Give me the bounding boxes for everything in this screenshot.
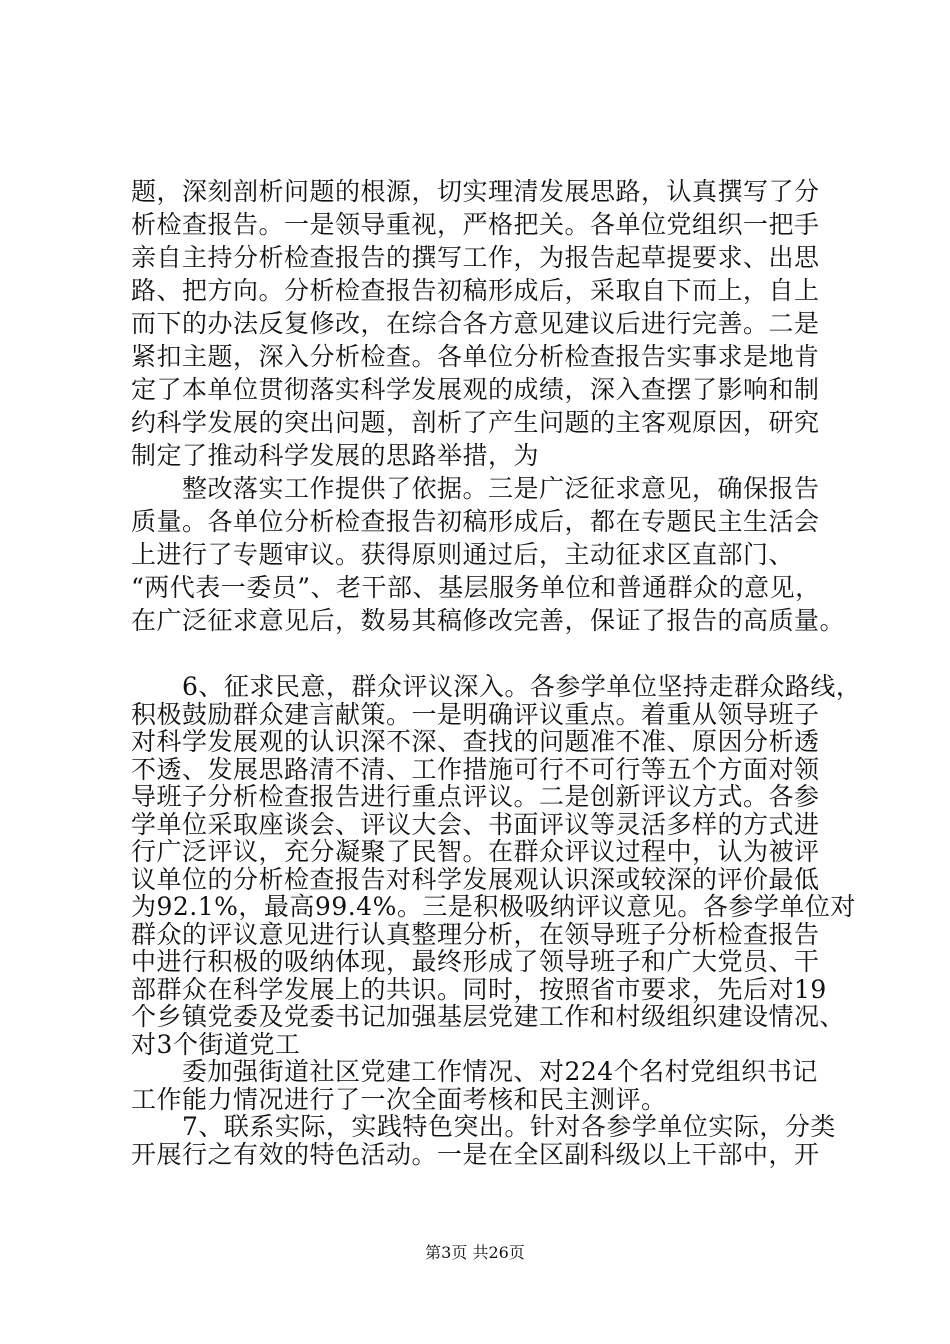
text-line: 部群众在科学发展上的共识。同时，按照省市要求，先后对19 xyxy=(131,975,827,1004)
text-line: 上进行了专题审议。获得原则通过后，主动征求区直部门、 xyxy=(131,540,795,569)
text-line: 导班子分析检查报告进行重点评议。二是创新评议方式。各参 xyxy=(131,782,820,811)
text-line: 制定了推动科学发展的思路举措，为 xyxy=(131,441,540,470)
text-line: 中进行积极的吸纳体现，最终形成了领导班子和广大党员、干 xyxy=(131,947,820,976)
text-line: 个乡镇党委及党委书记加强基层党建工作和村级组织建设情况、 xyxy=(131,1002,846,1031)
text-line: 7、联系实际，实践特色突出。针对各参学单位实际，分类 xyxy=(131,1112,836,1141)
text-line-last: 开展行之有效的特色活动。一是在全区副科级以上干部中，开 xyxy=(131,1140,820,1169)
text-line: 整改落实工作提供了依据。三是广泛征求意见，确保报告 xyxy=(131,474,820,503)
text-line: 约科学发展的突出问题，剖析了产生问题的主客观原因，研究 xyxy=(131,408,820,437)
text-line: 质量。各单位分析检查报告初稿形成后，都在专题民主生活会 xyxy=(131,507,820,536)
text-line: 行广泛评议，充分凝聚了民智。在群众评议过程中，认为被评 xyxy=(131,837,820,866)
text-line: 6、征求民意，群众评议深入。各参学单位坚持走群众路线， xyxy=(131,672,862,701)
text-line: 委加强街道社区党建工作情况、对224个名村党组织书记 xyxy=(131,1057,818,1086)
text-line: 议单位的分析检查报告对科学发展观认识深或较深的评价最低 xyxy=(131,865,820,894)
text-line: 积极鼓励群众建言献策。一是明确评议重点。着重从领导班子 xyxy=(131,700,820,729)
text-line: 学单位采取座谈会、评议大会、书面评议等灵活多样的方式进 xyxy=(131,810,820,839)
text-line: 对3个街道党工 xyxy=(131,1030,301,1059)
text-line: 而下的办法反复修改，在综合各方意见建议后进行完善。二是 xyxy=(131,309,820,338)
page-footer: 第3页 共26页 xyxy=(425,1243,525,1262)
text-line: 题，深刻剖析问题的根源，切实理清发展思路，认真撰写了分 xyxy=(131,177,820,206)
text-line: 亲自主持分析检查报告的撰写工作，为报告起草提要求、出思 xyxy=(131,243,820,272)
text-line: 对科学发展观的认识深不深、查找的问题准不准、原因分析透 xyxy=(131,727,820,756)
text-line: 定了本单位贯彻落实科学发展观的成绩，深入查摆了影响和制 xyxy=(131,375,820,404)
text-line: “两代表一委员”、老干部、基层服务单位和普通群众的意见， xyxy=(131,573,821,602)
text-line: 在广泛征求意见后，数易其稿修改完善，保证了报告的高质量。 xyxy=(131,606,846,635)
text-line: 紧扣主题，深入分析检查。各单位分析检查报告实事求是地肯 xyxy=(131,342,820,371)
text-line: 析检查报告。一是领导重视，严格把关。各单位党组织一把手 xyxy=(131,210,820,239)
text-line: 不透、发展思路清不清、工作措施可行不可行等五个方面对领 xyxy=(131,755,820,784)
text-line: 群众的评议意见进行认真整理分析，在领导班子分析检查报告 xyxy=(131,920,820,949)
text-line: 路、把方向。分析检查报告初稿形成后，采取自下而上，自上 xyxy=(131,276,820,305)
text-line: 工作能力情况进行了一次全面考核和民主测评。 xyxy=(131,1085,667,1114)
text-line: 为92.1%，最高99.4%。三是积极吸纳评议意见。各参学单位对 xyxy=(131,892,856,921)
